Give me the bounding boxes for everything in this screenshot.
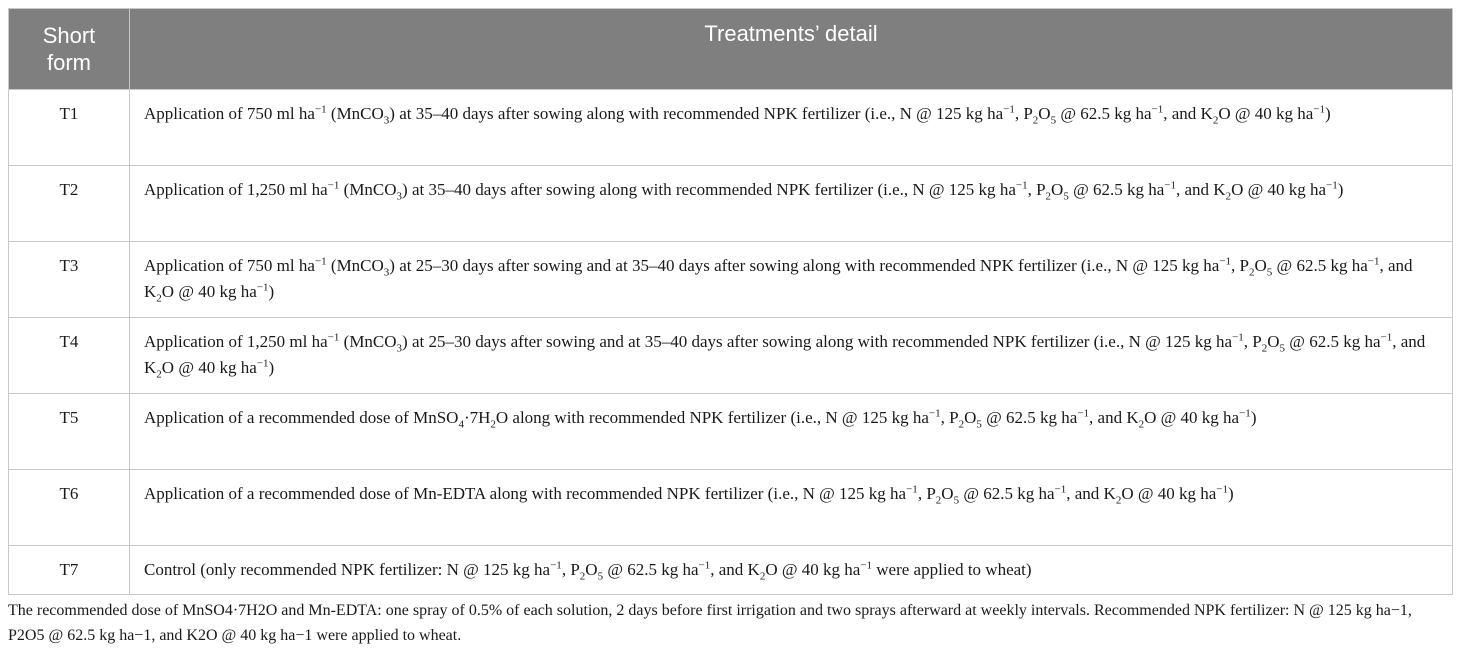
header-short-form-line2: form xyxy=(47,50,91,75)
treatments-table xyxy=(8,8,1453,595)
row-treatment-detail: Control (only recommended NPK fertilizer: N @ 125 kg $ha^{-1}$, $P_2O_5$ @ 62.5 kg $ha^{-1}$, and $K_2O$ @ 40 kg $ha^{-1}$ were applied to wheat) xyxy=(130,546,1453,595)
row-treatment-detail: Application of a recommended dose of Mn-EDTA along with recommended NPK fertilizer (i.e., N @ 125 kg $ha^{-1}$, $P_2O_5$ @ 62.5 kg $ha^{-1}$, and $K_2O$ @ 40 kg $ha^{-1}$) xyxy=(130,470,1453,546)
table-row xyxy=(9,394,1453,470)
treatments-table-container xyxy=(8,8,1452,595)
table-row xyxy=(9,318,1453,394)
table-row xyxy=(9,166,1453,242)
table-header xyxy=(9,9,1453,90)
table-body xyxy=(9,90,1453,595)
table-row xyxy=(9,90,1453,166)
table-row xyxy=(9,242,1453,318)
row-short-form: T3 xyxy=(9,242,130,318)
row-short-form: T5 xyxy=(9,394,130,470)
row-short-form: T1 xyxy=(9,90,130,166)
row-short-form: T2 xyxy=(9,166,130,242)
table-row xyxy=(9,546,1453,595)
table-row xyxy=(9,470,1453,546)
row-treatment-detail: Application of 750 ml $ha^{-1}$ (MnCO$_3$) at 35–40 days after sowing along with recommended NPK fertilizer (i.e., N @ 125 kg $ha^{-1}$, $P_2O_5$ @ 62.5 kg $ha^{-1}$, and $K_2O$ @ 40 kg $ha^{-1}$) xyxy=(130,90,1453,166)
row-treatment-detail: Application of a recommended dose of $MnSO_4\cdot 7H_2O$ along with recommended NPK fertilizer (i.e., N @ 125 kg $ha^{-1}$, $P_2O_5$ @ 62.5 kg $ha^{-1}$, and $K_2O$ @ 40 kg $ha^{-1}$) xyxy=(130,394,1453,470)
row-short-form: T6 xyxy=(9,470,130,546)
header-treatments-detail: Treatments’ detail xyxy=(130,9,1453,90)
table-footnote: The recommended dose of MnSO4·7H2O and Mn-EDTA: one spray of 0.5% of each solution, 2 days before first irrigation and two sprays afterward at weekly intervals. Recommended NPK fertilizer: N @ 125 kg ha−1, P2O5 @ 62.5 kg ha−1, and K2O @ 40 kg ha−1 were applied to wheat. xyxy=(8,602,1412,644)
header-short-form-line1: Short xyxy=(42,23,96,48)
row-short-form: T4 xyxy=(9,318,130,394)
row-treatment-detail: Application of 1,250 ml $ha^{-1}$ (MnCO$_3$) at 25–30 days after sowing and at 35–40 days after sowing along with recommended NPK fertilizer (i.e., N @ 125 kg $ha^{-1}$, $P_2O_5$ @ 62.5 kg $ha^{-1}$, and $K_2O$ @ 40 kg $ha^{-1}$) xyxy=(130,318,1453,394)
header-short-form xyxy=(9,9,130,90)
row-treatment-detail: Application of 1,250 ml $ha^{-1}$ (MnCO$_3$) at 35–40 days after sowing along with recommended NPK fertilizer (i.e., N @ 125 kg $ha^{-1}$, $P_2O_5$ @ 62.5 kg $ha^{-1}$, and $K_2O$ @ 40 kg $ha^{-1}$) xyxy=(130,166,1453,242)
row-short-form: T7 xyxy=(9,546,130,595)
row-treatment-detail: Application of 750 ml $ha^{-1}$ (MnCO$_3$) at 25–30 days after sowing and at 35–40 days after sowing along with recommended NPK fertilizer (i.e., N @ 125 kg $ha^{-1}$, $P_2O_5$ @ 62.5 kg $ha^{-1}$, and $K_2O$ @ 40 kg $ha^{-1}$) xyxy=(130,242,1453,318)
